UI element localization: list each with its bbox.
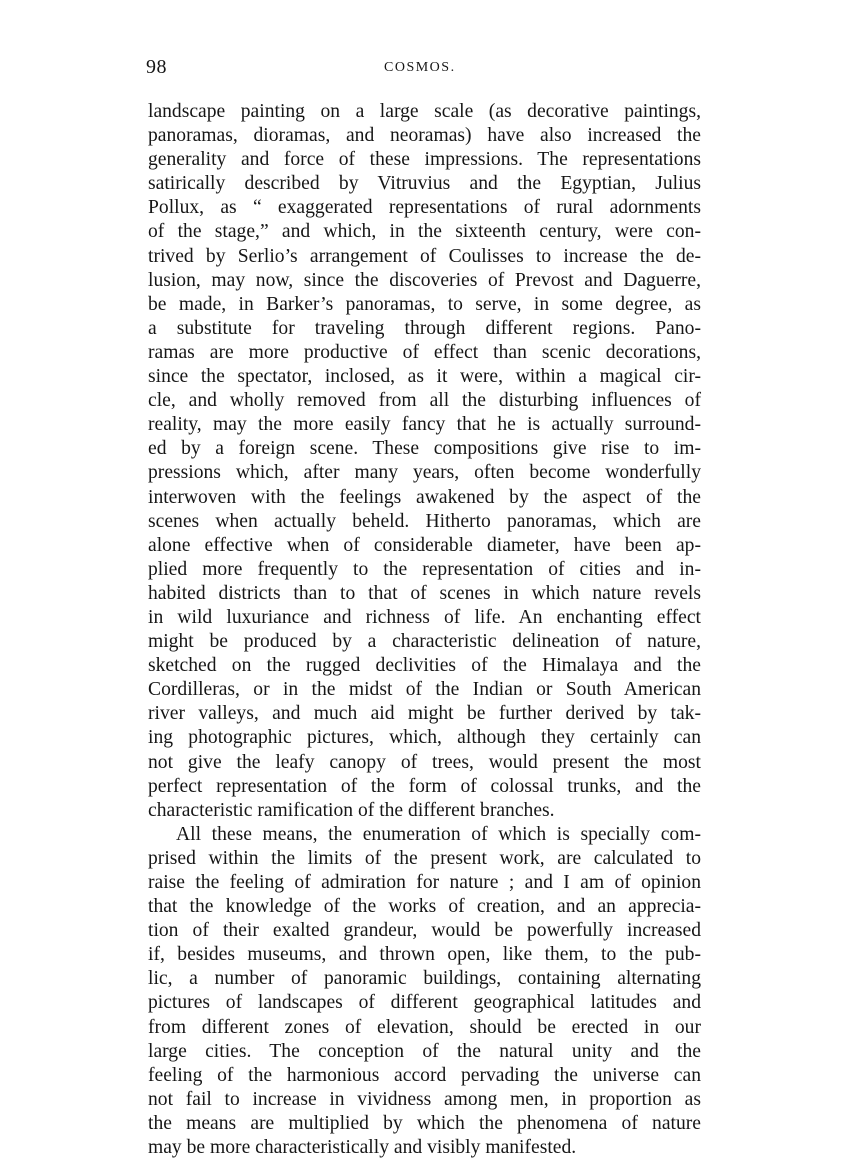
text-line: landscape painting on a large scale (as decorative paintings, bbox=[148, 101, 701, 122]
text-line: might be produced by a characteristic delineation of nature, bbox=[148, 631, 701, 653]
text-line: Pollux, as “ exaggerated representations of rural adornments bbox=[148, 197, 701, 219]
text-line: prised within the limits of the present work, are calculated to bbox=[148, 847, 701, 869]
text-line: if, besides museums, and thrown open, like them, to the pub- bbox=[148, 944, 701, 966]
text-line: reality, may the more easily fancy that he is actually surround- bbox=[148, 414, 701, 436]
text-line: raise the feeling of admiration for nature ; and I am of opinion bbox=[148, 872, 701, 893]
text-line: plied more frequently to the representation of cities and in- bbox=[148, 558, 701, 580]
text-line: cle, and wholly removed from all the disturbing influences of bbox=[148, 390, 701, 412]
text-line: habited districts than to that of scenes in which nature revels bbox=[148, 582, 701, 604]
text-line: pressions which, after many years, often become wonderfully bbox=[148, 462, 701, 484]
text-line: scenes when actually beheld. Hitherto panoramas, which are bbox=[148, 510, 701, 532]
text-line: trived by Serlio’s arrangement of Coulisses to increase the de- bbox=[148, 245, 701, 267]
text-line: river valleys, and much aid might be further derived by tak- bbox=[148, 703, 701, 725]
text-line: pictures of landscapes of different geographical latitudes and bbox=[148, 992, 701, 1014]
text-line: large cities. The conception of the natural unity and the bbox=[148, 1040, 701, 1062]
page-number: 98 bbox=[146, 56, 167, 78]
text-line: generality and force of these impressions. The representations bbox=[148, 149, 701, 171]
text-line: sketched on the rugged declivities of the Himalaya and the bbox=[148, 655, 701, 677]
body-text bbox=[148, 100, 701, 1160]
running-head bbox=[146, 56, 702, 82]
text-line: feeling of the harmonious accord pervading the universe can bbox=[148, 1064, 701, 1086]
text-line: panoramas, dioramas, and neoramas) have also increased the bbox=[148, 125, 701, 147]
text-line: from different zones of elevation, should be erected in our bbox=[148, 1016, 701, 1038]
paragraph bbox=[148, 823, 701, 1160]
text-line: lusion, may now, since the discoveries of Prevost and Daguerre, bbox=[148, 269, 701, 291]
text-line: in wild luxuriance and richness of life. An enchanting effect bbox=[148, 606, 701, 628]
text-line: alone effective when of considerable diameter, have been ap- bbox=[148, 534, 701, 556]
text-line: Cordilleras, or in the midst of the Indian or South American bbox=[148, 679, 701, 701]
text-line: characteristic ramification of the different branches. bbox=[148, 799, 555, 821]
text-line: perfect representation of the form of colossal trunks, and the bbox=[148, 775, 701, 797]
text-line: satirically described by Vitruvius and the Egyptian, Julius bbox=[148, 173, 701, 195]
text-line: ramas are more productive of effect than scenic decorations, bbox=[148, 341, 701, 363]
text-line: interwoven with the feelings awakened by the aspect of the bbox=[148, 486, 701, 508]
text-line: lic, a number of panoramic buildings, containing alternating bbox=[148, 968, 701, 990]
text-line: ing photographic pictures, which, although they certainly can bbox=[148, 727, 701, 749]
text-line: the means are multiplied by which the phenomena of nature bbox=[148, 1112, 701, 1134]
text-line: of the stage,” and which, in the sixteenth century, were con- bbox=[148, 221, 701, 243]
paragraph bbox=[148, 100, 701, 823]
text-line: that the knowledge of the works of creation, and an apprecia- bbox=[148, 896, 701, 918]
text-line: ed by a foreign scene. These compositions give rise to im- bbox=[148, 438, 701, 460]
text-line: be made, in Barker’s panoramas, to serve, in some degree, as bbox=[148, 293, 701, 315]
text-line: not give the leafy canopy of trees, would present the most bbox=[148, 751, 701, 773]
text-line: a substitute for traveling through different regions. Pano- bbox=[148, 317, 701, 339]
text-line: All these means, the enumeration of which is specially com- bbox=[176, 823, 701, 845]
text-line: since the spectator, inclosed, as it were, within a magical cir- bbox=[148, 366, 701, 388]
text-line: may be more characteristically and visibly manifested. bbox=[148, 1137, 577, 1159]
running-title: COSMOS. bbox=[384, 60, 456, 75]
text-line: tion of their exalted grandeur, would be powerfully increased bbox=[148, 920, 701, 942]
text-line: not fail to increase in vividness among men, in proportion as bbox=[148, 1088, 701, 1110]
